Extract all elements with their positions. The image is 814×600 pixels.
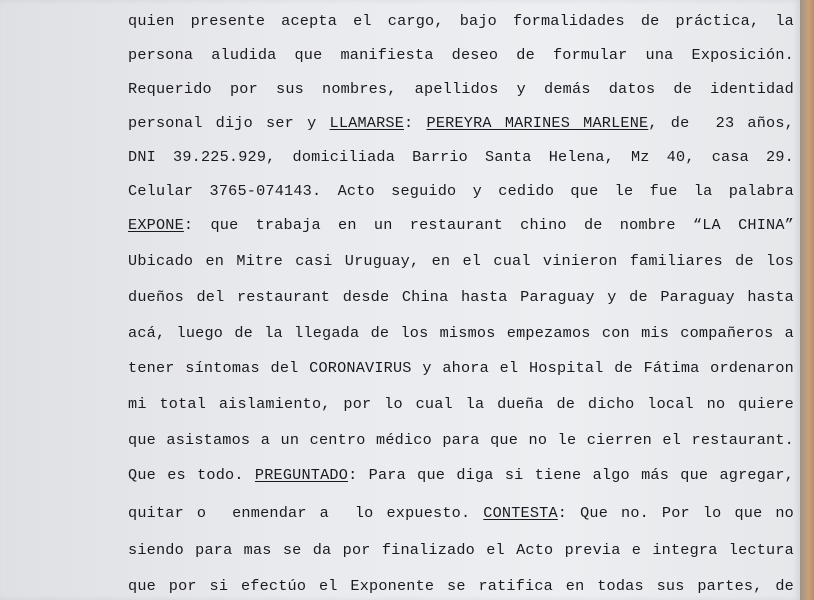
person-name: PEREYRA MARINES MARLENE — [426, 114, 649, 132]
text-line-13: que asistamos a un centro médico para que no le cierren el restaurant. — [128, 431, 794, 449]
text-line-8: Ubicado en Mitre casi Uruguay, en el cual vinieron familiares de los — [128, 252, 794, 270]
text-line-12: mi total aislamiento, por lo cual la dueña de dicho local no quiere — [128, 395, 794, 413]
text-line-3: Requerido por sus nombres, apellidos y demás datos de identidad — [128, 80, 794, 98]
desk-background — [800, 0, 814, 600]
label-expone: EXPONE — [128, 216, 184, 234]
text-line-14: Que es todo. PREGUNTADO: Para que diga si tiene algo más que agregar, — [128, 466, 794, 484]
label-preguntado: PREGUNTADO — [254, 466, 349, 484]
text-line-9: dueños del restaurant desde China hasta Paraguay y de Paraguay hasta — [128, 288, 794, 306]
text-line-7: EXPONE: que trabaja en un restaurant chino de nombre “LA CHINA” — [128, 216, 794, 234]
text-line-5: DNI 39.225.929, domiciliada Barrio Santa Helena, Mz 40, casa 29. — [128, 148, 794, 166]
text-line-4: personal dijo ser y LLAMARSE: PEREYRA MARINES MARLENE, de 23 años, — [128, 114, 794, 132]
text-line-11: tener síntomas del CORONAVIRUS y ahora el Hospital de Fátima ordenaron — [128, 359, 794, 377]
text-line-10: acá, luego de la llegada de los mismos empezamos con mis compañeros a — [128, 324, 794, 342]
text-line-17: que por si efectúo el Exponente se ratifica en todas sus partes, de — [128, 577, 794, 595]
text-line-1: quien presente acepta el cargo, bajo formalidades de práctica, la — [128, 12, 794, 30]
label-llamarse: LLAMARSE — [329, 114, 405, 132]
text-line-16: siendo para mas se da por finalizado el Acto previa e integra lectura — [128, 541, 794, 559]
text-line-15: quitar o enmendar a lo expuesto. CONTESTA: Que no. Por lo que no — [128, 504, 794, 522]
text-line-6: Celular 3765-074143. Acto seguido y cedido que le fue la palabra — [128, 182, 794, 200]
label-contesta: CONTESTA — [483, 504, 558, 522]
text-line-2: persona aludida que manifiesta deseo de formular una Exposición. — [128, 46, 794, 64]
